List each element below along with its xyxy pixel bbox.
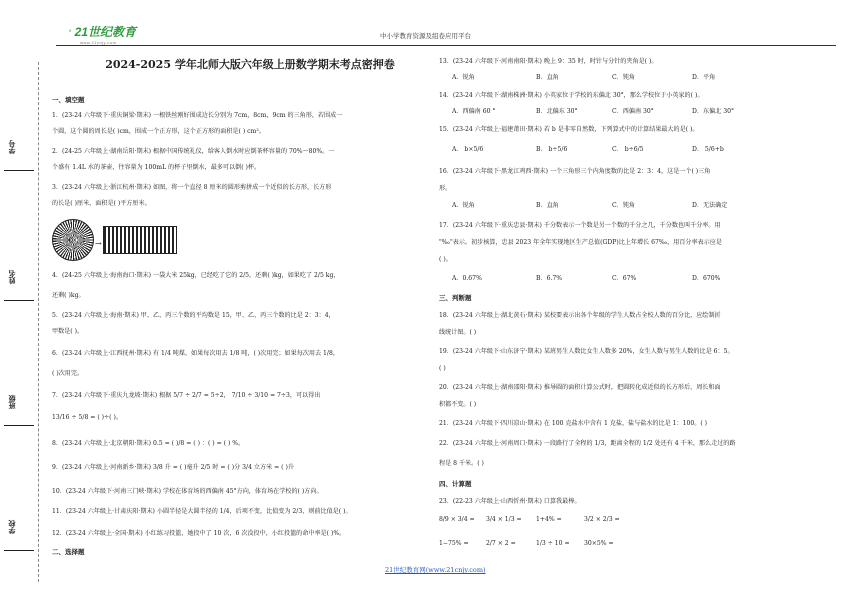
q14-option-b[interactable]: B．北偏东 30° bbox=[536, 108, 578, 115]
question-11: 11．(23-24 六年级上·甘肃庆阳·期末) 小圆半径是大圆半径的 1/4，后项不变，比值变为 2/3，则前比值是( )。 bbox=[52, 508, 352, 515]
q14-option-d[interactable]: D．东偏北 30° bbox=[692, 108, 734, 115]
question-20-line1: 20．(23-24 六年级上·湖南邵阳·期末) 推导圆的面积计算公式时，把圆转化成近似的长方形后，周长和面 bbox=[439, 384, 721, 391]
arrow-icon: → bbox=[95, 239, 102, 248]
q16-option-c[interactable]: C．钝角 bbox=[612, 202, 635, 209]
question-15: 15．(23-24 六年级上·福建莆田·期末) 若 b 是非零自然数，下列算式中的计算结果最大的是( )。 bbox=[439, 126, 699, 133]
rectangle-figure bbox=[103, 226, 177, 254]
calc-item: 1−75% = bbox=[439, 540, 469, 547]
logo-text: 21世纪教育 bbox=[74, 24, 136, 39]
question-2-line1: 2．(24-25 六年级上·湖南岳阳·期末) 根据中国传统礼仪，给客人倒水时应倒茶杯容量的 70%～80%。一 bbox=[52, 148, 335, 155]
side-label-student-id: 学号 bbox=[9, 140, 16, 154]
question-23: 23．(22-23 六年级上·山西忻州·期末) 口算我最棒。 bbox=[439, 498, 581, 505]
question-4-line2: 还剩( )kg。 bbox=[52, 292, 85, 299]
question-14: 14．(23-24 六年级下·湖南株洲·期末) 小英家位于学校的东偏北 30°，那么学校位于小英家的( )。 bbox=[439, 92, 704, 99]
question-17-line3: ( )。 bbox=[439, 256, 452, 263]
question-3-line1: 3．(23-24 六年级上·浙江杭州·期末) 如图，将一个直径 8 厘米的圆形剪拼成一个近似的长方形，长方形 bbox=[52, 184, 332, 191]
q15-option-d[interactable]: D． 5/6+b bbox=[692, 146, 724, 153]
question-16-line2: 形。 bbox=[439, 185, 452, 192]
footer-link[interactable]: 21世纪教育网(www.21cnjy.com) bbox=[385, 566, 486, 574]
q13-option-c[interactable]: C．钝角 bbox=[612, 74, 635, 81]
side-field-school[interactable] bbox=[4, 550, 34, 551]
question-2-line2: 个盛有 1.4L 水的茶壶，往容量为 100mL 的杯子里倒水，最多可以倒( )杯。 bbox=[52, 164, 261, 171]
side-label-class: 班级 bbox=[9, 395, 16, 409]
q14-option-a[interactable]: A．西偏南 60 ° bbox=[452, 108, 496, 115]
side-label-school: 学校 bbox=[9, 520, 16, 534]
question-1-line2: 个圆，这个圆的周长是( )cm，围成一个正方形，这个正方形的面积是( ) cm²。 bbox=[52, 128, 265, 135]
question-10: 10．(23-24 六年级下·河南三门峡·期末) 学校在体育场的西偏南 45°方向，体育场在学校的( )方向。 bbox=[52, 488, 323, 495]
calc-item: 30×5% = bbox=[584, 540, 614, 547]
q17-option-c[interactable]: C．67% bbox=[612, 275, 637, 282]
question-18-line1: 18．(23-24 六年级上·湖北黄石·期末) 某校要表示出各个年级的学生人数占全校人数的百分比，应绘制折 bbox=[439, 312, 721, 319]
logo-subtext: www.21cnjy.com bbox=[80, 40, 117, 45]
question-20-line2: 积都不变。( ) bbox=[439, 401, 477, 408]
question-6-line2: ( )次用完。 bbox=[52, 370, 84, 377]
question-7-line2: 13/16 ÷ 5/8 = ( )÷( )。 bbox=[52, 414, 122, 421]
q14-option-c[interactable]: C．西偏南 30° bbox=[612, 108, 654, 115]
section-calculation: 四、计算题 bbox=[439, 480, 472, 488]
question-19-line1: 19．(23-24 六年级下·山东济宁·期末) 某班男生人数比女生人数多 20%，女生人数与男生人数的比是 6：5。 bbox=[439, 348, 734, 355]
question-17-line2: "‰"表示。初步核算，忠县 2023 年全年实现地区生产总值(GDP)比上年增长 67‰，用百分率表示应是 bbox=[439, 239, 722, 246]
question-4-line1: 4．(24-25 六年级上·海南海口·期末) 一袋大米 25kg，已经吃了它的 2/5，还剩( )kg，如果吃了 2/5 kg， bbox=[52, 272, 340, 279]
question-7-line1: 7．(23-24 六年级下·重庆九龙坡·期末) 根据 5/7 ÷ 2/7 = 5÷2， 7/10 ÷ 3/10 = 7÷3，可以得出 bbox=[52, 392, 321, 399]
side-field-class[interactable] bbox=[4, 425, 34, 426]
q16-option-d[interactable]: D．无法确定 bbox=[692, 202, 728, 209]
q17-option-b[interactable]: B．6.7% bbox=[536, 275, 563, 282]
q13-option-d[interactable]: D．平角 bbox=[692, 74, 716, 81]
q15-option-c[interactable]: C． b÷6/5 bbox=[612, 146, 644, 153]
calc-item: 2/7 × 2 = bbox=[486, 540, 516, 547]
section-fill-in: 一、填空题 bbox=[52, 96, 85, 104]
q16-option-a[interactable]: A．锐角 bbox=[452, 202, 475, 209]
side-label-name: 姓名 bbox=[9, 270, 16, 284]
q15-option-a[interactable]: A． b×5/6 bbox=[452, 146, 484, 153]
calc-item: 8/9 × 3/4 = bbox=[439, 516, 475, 523]
section-multiple-choice: 二、选择题 bbox=[52, 548, 85, 556]
header-divider bbox=[56, 45, 836, 46]
calc-item: 1/3 ÷ 10 = bbox=[536, 540, 570, 547]
question-9: 9．(23-24 六年级上·河南新乡·期末) 3/8 升 = ( )毫升 2/5 时 = ( )分 3/4 立方米 = ( )升 bbox=[52, 464, 294, 471]
q15-option-b[interactable]: B． b÷5/6 bbox=[536, 146, 568, 153]
runner-icon bbox=[68, 23, 72, 39]
question-18-line2: 线统计图。( ) bbox=[439, 329, 477, 336]
circle-figure bbox=[52, 219, 94, 261]
q17-option-d[interactable]: D．670% bbox=[692, 275, 721, 282]
question-3-line2: 的长是( )厘米，面积是( )平方厘米。 bbox=[52, 200, 151, 207]
side-field-student-id[interactable] bbox=[4, 170, 34, 171]
site-logo bbox=[68, 21, 136, 41]
calc-item: 3/4 × 1/3 = bbox=[486, 516, 522, 523]
binding-line bbox=[38, 62, 39, 582]
question-16-line1: 16．(23-24 六年级下·黑龙江鸡西·期末) 一个三角形三个内角度数的比是 2：3：4，这是一个( )三角 bbox=[439, 168, 711, 175]
side-field-name[interactable] bbox=[4, 300, 34, 301]
question-22-line2: 程是 8 千米。( ) bbox=[439, 460, 484, 467]
question-12: 12．(23-24 六年级上·全国·期末) 小红练习投篮，她投中了 10 次，6 次没投中，小红投篮的命中率是( )%。 bbox=[52, 530, 346, 537]
section-true-false: 三、判断题 bbox=[439, 294, 472, 302]
question-5-line2: 甲数是( )。 bbox=[52, 328, 84, 335]
question-5-line1: 5．(23-24 六年级上·海南·期末) 甲、乙、丙三个数的平均数是 15，甲、乙、丙三个数的比是 2：3：4， bbox=[52, 312, 335, 319]
question-8: 8．(23-24 六年级上·北京朝阳·期末) 0.5 = ( )/8 = ( ) ：( ) = ( ) %。 bbox=[52, 440, 245, 447]
q13-option-a[interactable]: A．锐角 bbox=[452, 74, 475, 81]
calc-item: 1+4% = bbox=[536, 516, 562, 523]
q17-option-a[interactable]: A．0.67% bbox=[452, 275, 482, 282]
q16-option-b[interactable]: B．直角 bbox=[536, 202, 559, 209]
question-13: 13．(23-24 六年级下·河南南阳·期末) 晚上 9：35 时，时针与分针的夹角是( )。 bbox=[439, 58, 658, 65]
q13-option-b[interactable]: B．直角 bbox=[536, 74, 559, 81]
question-21: 21．(23-24 六年级下·四川凉山·期末) 在 100 克盐水中含有 1 克盐，盐与盐水的比是 1：100。( ) bbox=[439, 420, 708, 427]
question-17-line1: 17．(23-24 六年级下·重庆忠县·期末) 千分数表示一个数是另一个数的千分之几，千分数也叫千分率。用 bbox=[439, 222, 721, 229]
header-note: 中小学教育资源及组卷应用平台 bbox=[380, 32, 471, 40]
question-22-line1: 22．(23-24 六年级上·河南周口·期末) 一段路行了全程的 1/3，距离全程的 1/2 处还有 4 千米，那么走过的路 bbox=[439, 440, 736, 447]
page-title: 2024-2025 学年北师大版六年级上册数学期末考点密押卷 bbox=[105, 58, 395, 71]
question-19-line2: ( ) bbox=[439, 365, 446, 372]
question-6-line1: 6．(23-24 六年级上·江西抚州·期末) 有 1/4 吨煤，如果每次用去 1/8 吨，( )次用完；如果每次用去 1/8， bbox=[52, 350, 339, 357]
calc-item: 3/2 × 2/3 = bbox=[584, 516, 620, 523]
question-1-line1: 1．(23-24 六年级下·重庆铜梁·期末) 一根铁丝刚好围成边长分别为 7cm，8cm，9cm 的三角形，若围成一 bbox=[52, 112, 343, 119]
